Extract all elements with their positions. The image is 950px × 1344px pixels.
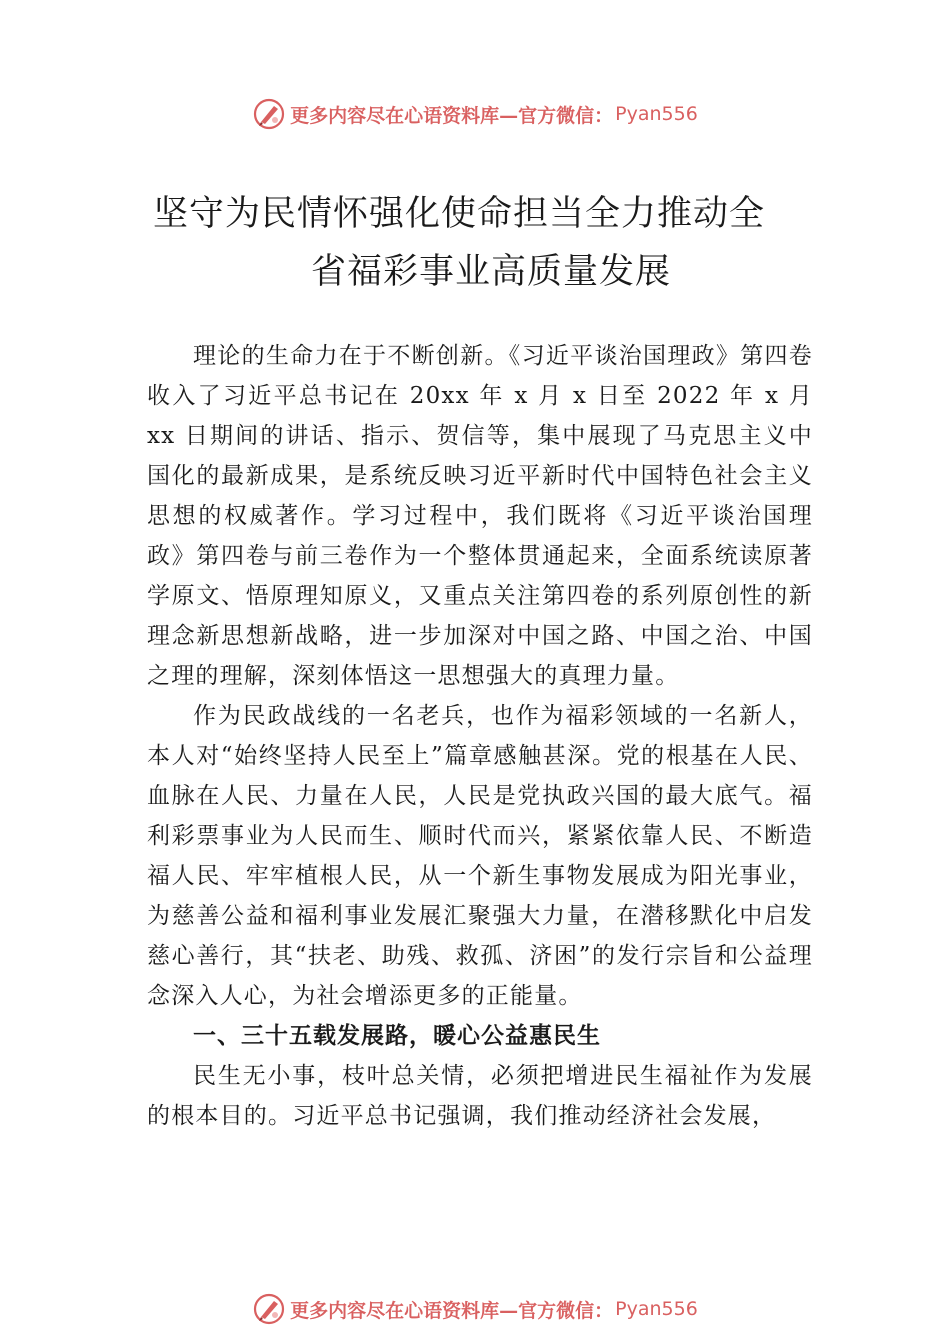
document-body (147, 336, 813, 1136)
watermark-banner-bottom (0, 1289, 950, 1329)
watermark-banner-top (0, 94, 950, 134)
document-title-line-1: 坚守为民情怀强化使命担当全力推动全 (152, 194, 765, 234)
watermark-text: 更多内容尽在心语资料库—官方微信： (290, 1299, 614, 1322)
watermark-contact: Pyan556 (615, 1298, 698, 1320)
paragraph-1: 理论的生命力在于不断创新。《习近平谈治国理政》第四卷收入了习近平总书记在 20xx 年 x 月 x 日至 2022 年 x 月 xx 日期间的讲话、指示、贺信等，集中展现了马克思主义中国化的最新成果，是系统反映习近平新时代中国特色社会主义思想的权威著作。学习过程中，我们既将《习近平谈治国理政》第四卷与前三卷作为一个整体贯通起来，全面系统读原著学原文、悟原理知原义，又重点关注第四卷的系列原创性的新理念新思想新战略，进一步加深对中国之路、中国之治、中国之理的理解，深刻体悟这一思想强大的真理力量。 (147, 343, 813, 689)
watermark-text: 更多内容尽在心语资料库—官方微信： (290, 104, 614, 127)
section-paragraph: 民生无小事，枝叶总关情，必须把增进民生福祉作为发展的根本目的。习近平总书记强调，我们推动经济社会发展， (147, 1063, 813, 1129)
paragraph-2: 作为民政战线的一名老兵，也作为福彩领域的一名新人，本人对“始终坚持人民至上”篇章感触甚深。党的根基在人民、血脉在人民、力量在人民，人民是党执政兴国的最大底气。福利彩票事业为人民而生、顺时代而兴，紧紧依靠人民、不断造福人民、牢牢植根人民，从一个新生事物发展成为阳光事业，为慈善公益和福利事业发展汇聚强大力量，在潜移默化中启发慈心善行，其“扶老、助残、救孤、济困”的发行宗旨和公益理念深入人心，为社会增添更多的正能量。 (147, 703, 813, 1009)
pen-logo-icon (252, 1292, 286, 1326)
pen-logo-icon (252, 97, 286, 131)
section-heading: 一、三十五载发展路，暖心公益惠民生 (193, 1023, 601, 1049)
document-title-line-2: 省福彩事业高质量发展 (310, 252, 671, 292)
watermark-contact: Pyan556 (615, 103, 698, 125)
